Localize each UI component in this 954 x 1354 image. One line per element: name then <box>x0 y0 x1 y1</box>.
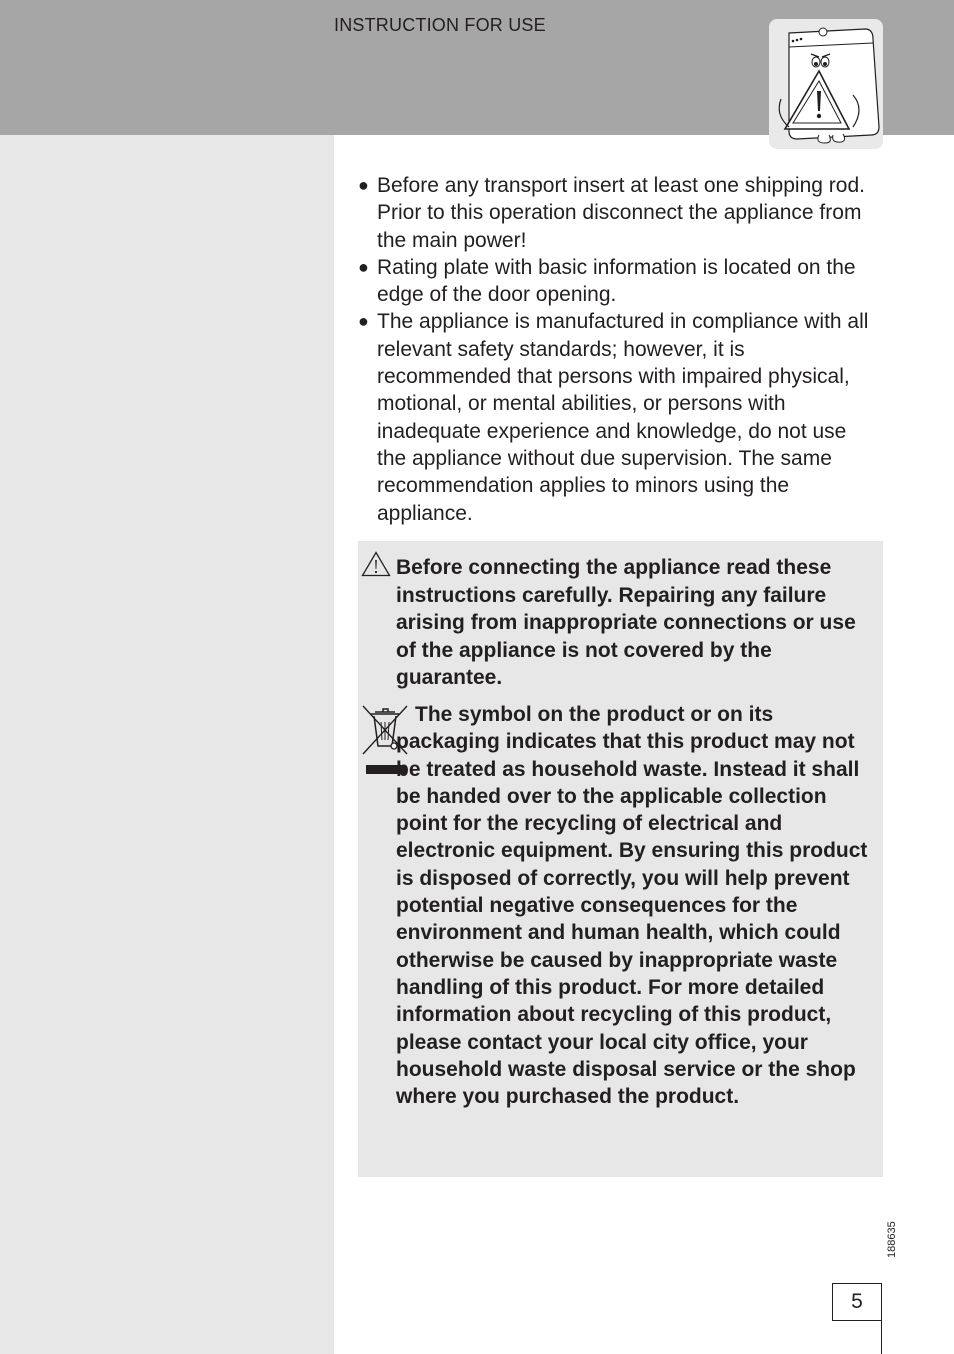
weee-text: The symbol on the product or on its packaging indicates that this product may not be treated as household waste. Instead it shall be handed over to the applicable collection point for the recycling of electrical and electronic equipment. By ensuring this product is disposed of correctly, you will help prevent potential negative consequences for the environment and human health, which could otherwise be caused by inappropriate waste handling of this product. For more detailed information about recycling of this product, please contact your local city office, your household waste disposal service or the shop where you purchased the product. <box>396 703 868 1109</box>
bullet-text: Rating plate with basic information is located on the edge of the door opening. <box>377 255 856 307</box>
bullet-icon: ● <box>358 175 369 195</box>
warning-panel <box>358 541 883 1177</box>
list-item <box>358 172 878 254</box>
side-panel <box>0 135 334 1354</box>
list-item <box>358 308 878 526</box>
bullet-text: Before any transport insert at least one shipping rod. Prior to this operation disconnect the appliance from the main power! <box>377 174 865 252</box>
page-number: 5 <box>832 1283 882 1321</box>
warning-mascot-icon <box>769 19 883 149</box>
bullet-icon: ● <box>358 311 369 332</box>
header-title: INSTRUCTION FOR USE <box>334 15 546 35</box>
list-item <box>358 254 878 309</box>
bullet-text: The appliance is manufactured in compliance with all relevant safety standards; however, it is recommended that persons with impaired physical, motional, or mental abilities, or persons with inadequate experience and knowledge, do not use the appliance without due supervision. The same recommendation applies to minors using the appliance. <box>377 310 869 525</box>
warning-triangle-icon <box>361 551 391 577</box>
page-number-rule <box>881 1320 882 1354</box>
document-code: 188635 <box>886 1221 898 1258</box>
warning-text: Before connecting the appliance read these instructions carefully. Repairing any failure arising from inappropriate connections or use of the appliance is not covered by the guarantee. <box>396 556 856 689</box>
bullet-icon: ● <box>358 256 369 277</box>
safety-bullet-list <box>358 172 878 527</box>
